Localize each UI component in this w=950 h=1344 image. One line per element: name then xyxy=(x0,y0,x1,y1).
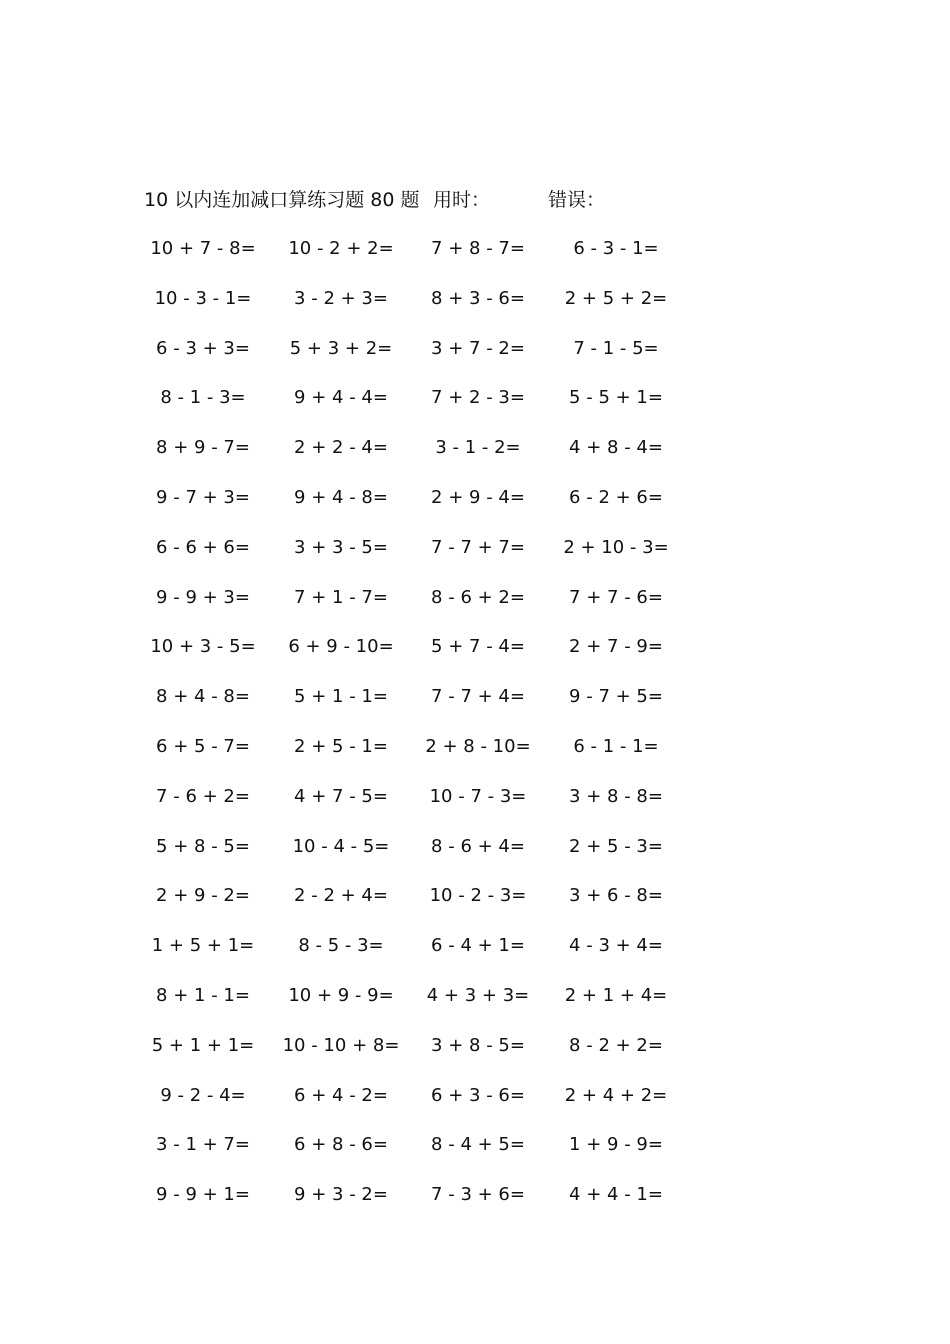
problem-item: 7 - 7 + 4= xyxy=(431,686,525,708)
problem-row xyxy=(0,234,950,264)
problem-item: 10 - 3 - 1= xyxy=(154,287,252,309)
problem-item: 5 + 7 - 4= xyxy=(431,636,525,658)
problem-item: 7 + 1 - 7= xyxy=(294,586,388,608)
problem-row xyxy=(0,981,950,1011)
problem-row xyxy=(0,383,950,413)
problem-item: 3 - 1 - 2= xyxy=(435,437,521,459)
problem-item: 6 - 6 + 6= xyxy=(156,536,250,558)
problem-item: 2 + 5 - 1= xyxy=(294,736,388,757)
problem-row xyxy=(0,632,950,662)
problem-item: 2 + 8 - 10= xyxy=(425,736,531,757)
problem-item: 6 + 4 - 2= xyxy=(294,1084,388,1106)
problem-item: 10 - 10 + 8= xyxy=(282,1034,400,1056)
problem-item: 4 + 7 - 5= xyxy=(294,785,388,807)
problem-item: 2 + 2 - 4= xyxy=(294,437,388,459)
problem-item: 10 - 2 + 2= xyxy=(288,238,394,259)
problem-item: 2 + 4 + 2= xyxy=(564,1084,668,1106)
problem-item: 8 - 2 + 2= xyxy=(569,1034,663,1056)
problem-item: 9 - 7 + 3= xyxy=(156,487,250,508)
problem-row xyxy=(0,732,950,762)
problem-row xyxy=(0,1031,950,1061)
problem-item: 4 + 4 - 1= xyxy=(569,1184,663,1206)
problem-item: 8 - 1 - 3= xyxy=(160,387,246,409)
problem-item: 1 + 5 + 1= xyxy=(151,935,255,957)
problem-item: 3 + 6 - 8= xyxy=(569,885,663,907)
problem-item: 3 + 8 - 5= xyxy=(431,1034,525,1056)
problem-row xyxy=(0,483,950,513)
problem-item: 7 - 6 + 2= xyxy=(156,785,250,807)
worksheet-header xyxy=(0,186,950,214)
problem-item: 6 + 9 - 10= xyxy=(288,636,394,658)
problem-item: 7 + 8 - 7= xyxy=(431,238,525,259)
problem-item: 3 + 7 - 2= xyxy=(431,337,525,359)
problem-item: 2 + 5 - 3= xyxy=(569,835,663,857)
problem-item: 2 + 10 - 3= xyxy=(563,536,669,558)
problem-row xyxy=(0,931,950,961)
problem-item: 10 + 7 - 8= xyxy=(150,238,256,259)
problem-item: 10 - 7 - 3= xyxy=(429,785,527,807)
problem-item: 9 - 2 - 4= xyxy=(160,1084,246,1106)
problem-item: 7 - 1 - 5= xyxy=(573,337,659,359)
problem-item: 6 - 2 + 6= xyxy=(569,487,663,508)
problem-row xyxy=(0,881,950,911)
problem-row xyxy=(0,782,950,812)
problem-item: 2 + 9 - 2= xyxy=(156,885,250,907)
problem-item: 9 + 4 - 4= xyxy=(294,387,388,409)
problem-item: 7 + 7 - 6= xyxy=(569,586,663,608)
problem-item: 8 + 9 - 7= xyxy=(156,437,250,459)
problem-item: 2 + 7 - 9= xyxy=(569,636,663,658)
problem-item: 3 - 2 + 3= xyxy=(294,287,388,309)
problem-row xyxy=(0,334,950,364)
problem-item: 1 + 9 - 9= xyxy=(569,1134,663,1156)
problem-row xyxy=(0,682,950,712)
problem-item: 6 - 4 + 1= xyxy=(431,935,525,957)
problem-item: 10 + 9 - 9= xyxy=(288,985,394,1006)
problem-item: 8 - 4 + 5= xyxy=(431,1134,525,1156)
problem-item: 5 - 5 + 1= xyxy=(569,387,663,409)
problem-item: 3 + 8 - 8= xyxy=(569,785,663,807)
problem-item: 3 + 3 - 5= xyxy=(294,536,388,558)
problem-item: 6 + 3 - 6= xyxy=(431,1084,525,1106)
problem-item: 5 + 8 - 5= xyxy=(156,835,250,857)
problem-row xyxy=(0,433,950,463)
problem-item: 7 - 3 + 6= xyxy=(431,1184,525,1206)
problem-row xyxy=(0,533,950,563)
problem-item: 6 - 3 + 3= xyxy=(156,337,250,359)
problem-item: 6 + 8 - 6= xyxy=(294,1134,388,1156)
problem-row xyxy=(0,1081,950,1111)
problem-row xyxy=(0,583,950,613)
time-label: 用时： xyxy=(433,189,491,211)
problem-item: 7 + 2 - 3= xyxy=(431,387,525,409)
problem-item: 9 - 9 + 1= xyxy=(156,1184,250,1206)
problem-item: 5 + 1 + 1= xyxy=(151,1034,255,1056)
problem-item: 8 - 6 + 2= xyxy=(431,586,525,608)
problem-item: 8 + 1 - 1= xyxy=(156,985,250,1006)
error-label: 错误： xyxy=(548,189,606,211)
problem-item: 8 + 3 - 6= xyxy=(431,287,525,309)
problem-item: 10 - 2 - 3= xyxy=(429,885,527,907)
problem-item: 9 - 9 + 3= xyxy=(156,586,250,608)
problem-item: 9 + 3 - 2= xyxy=(294,1184,388,1206)
problem-item: 6 - 3 - 1= xyxy=(573,238,659,259)
problem-item: 10 + 3 - 5= xyxy=(150,636,256,658)
problem-item: 8 - 6 + 4= xyxy=(431,835,525,857)
problem-item: 3 - 1 + 7= xyxy=(156,1134,250,1156)
worksheet-title: 10 以内连加减口算练习题 80 题 xyxy=(144,189,420,211)
problem-item: 7 - 7 + 7= xyxy=(431,536,525,558)
problem-item: 4 + 8 - 4= xyxy=(569,437,663,459)
problem-item: 2 - 2 + 4= xyxy=(294,885,388,907)
problem-item: 5 + 3 + 2= xyxy=(289,337,393,359)
problem-item: 4 + 3 + 3= xyxy=(426,985,530,1006)
problem-row xyxy=(0,284,950,314)
problem-item: 6 - 1 - 1= xyxy=(573,736,659,757)
problem-item: 4 - 3 + 4= xyxy=(569,935,663,957)
problem-item: 2 + 9 - 4= xyxy=(431,487,525,508)
problem-row xyxy=(0,1130,950,1160)
problem-item: 2 + 1 + 4= xyxy=(564,985,668,1006)
problem-row xyxy=(0,832,950,862)
problem-item: 9 - 7 + 5= xyxy=(569,686,663,708)
problem-item: 10 - 4 - 5= xyxy=(292,835,390,857)
problem-item: 5 + 1 - 1= xyxy=(294,686,388,708)
problem-item: 2 + 5 + 2= xyxy=(564,287,668,309)
problem-item: 8 + 4 - 8= xyxy=(156,686,250,708)
problem-item: 8 - 5 - 3= xyxy=(298,935,384,957)
problem-item: 9 + 4 - 8= xyxy=(294,487,388,508)
problem-item: 6 + 5 - 7= xyxy=(156,736,250,757)
problem-row xyxy=(0,1180,950,1210)
